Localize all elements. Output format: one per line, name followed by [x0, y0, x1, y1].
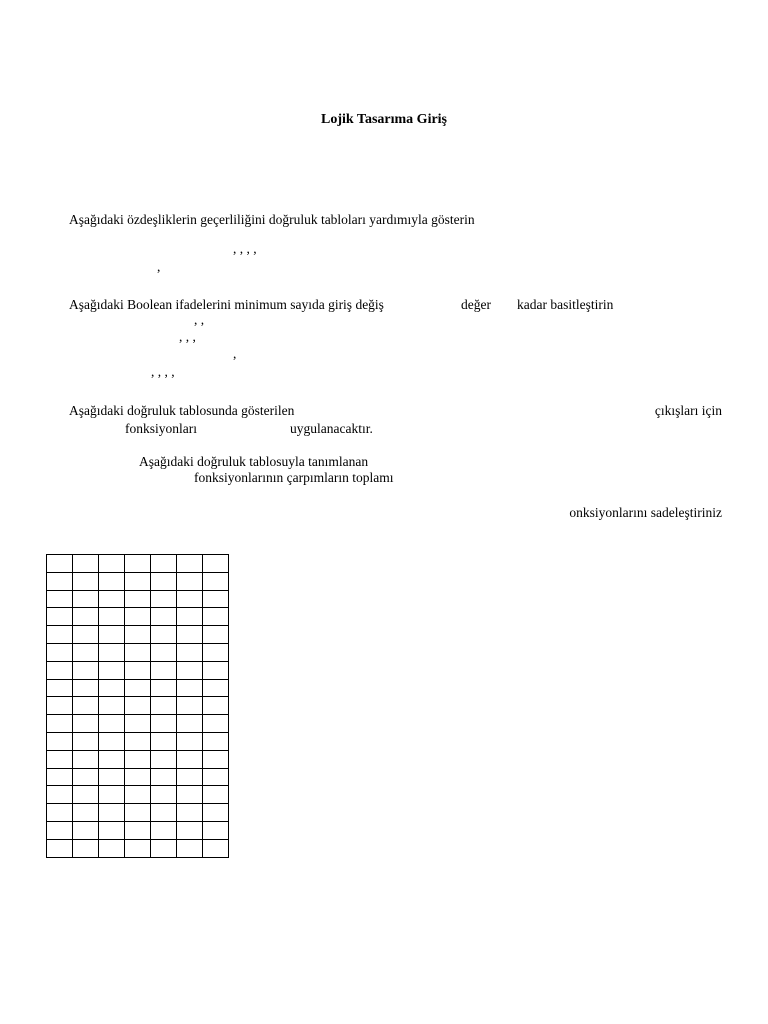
input-cell — [73, 555, 99, 573]
input-cell — [73, 804, 99, 822]
input-cell — [99, 643, 125, 661]
input-cell — [47, 821, 73, 839]
input-cell — [73, 643, 99, 661]
input-cell — [73, 839, 99, 857]
table-row — [47, 750, 229, 768]
input-cell — [99, 661, 125, 679]
table-row — [47, 555, 229, 573]
input-cell — [47, 590, 73, 608]
q3-line2-start: fonksiyonları — [125, 421, 197, 436]
input-cell — [73, 572, 99, 590]
output-cell — [151, 679, 177, 697]
input-cell — [125, 839, 151, 857]
table-row — [47, 786, 229, 804]
output-cell — [203, 572, 229, 590]
output-cell — [203, 608, 229, 626]
table-row — [47, 626, 229, 644]
output-cell — [203, 804, 229, 822]
output-cell — [151, 839, 177, 857]
input-cell — [47, 768, 73, 786]
input-cell — [47, 804, 73, 822]
input-cell — [125, 804, 151, 822]
q1-heading: Aşağıdaki özdeşliklerin geçerliliğini doğruluk tabloları yardımıyla gösterin — [69, 212, 475, 227]
output-cell — [203, 768, 229, 786]
output-cell — [177, 786, 203, 804]
input-cell — [47, 715, 73, 733]
input-cell — [99, 732, 125, 750]
output-cell — [177, 768, 203, 786]
input-cell — [47, 555, 73, 573]
q2-heading: Aşağıdaki Boolean ifadelerini minimum sayıda giriş değiş — [69, 297, 384, 312]
output-cell — [177, 555, 203, 573]
input-cell — [99, 555, 125, 573]
output-cell — [151, 768, 177, 786]
input-cell — [99, 590, 125, 608]
input-cell — [125, 750, 151, 768]
input-cell — [47, 661, 73, 679]
output-cell — [203, 732, 229, 750]
output-cell — [177, 661, 203, 679]
table-row — [47, 590, 229, 608]
output-cell — [177, 715, 203, 733]
output-cell — [203, 679, 229, 697]
output-cell — [151, 661, 177, 679]
input-cell — [73, 661, 99, 679]
output-cell — [177, 608, 203, 626]
table-row — [47, 839, 229, 857]
output-cell — [177, 821, 203, 839]
q2-formula-line1: , , — [194, 312, 205, 327]
q3-sub-a-line1: Aşağıdaki doğruluk tablosuyla tanımlanan — [139, 454, 369, 469]
input-cell — [99, 715, 125, 733]
output-cell — [203, 626, 229, 644]
input-cell — [99, 839, 125, 857]
output-cell — [177, 643, 203, 661]
q2-heading-mid: değer — [461, 297, 491, 312]
q3-sub-a-line2: fonksiyonlarının çarpımların toplamı — [194, 470, 394, 485]
input-cell — [73, 750, 99, 768]
input-cell — [125, 697, 151, 715]
input-cell — [99, 697, 125, 715]
output-cell — [177, 732, 203, 750]
q2-formula-line2: , , , — [179, 329, 196, 344]
input-cell — [73, 768, 99, 786]
output-cell — [151, 572, 177, 590]
q2-formula-line3: , — [233, 346, 237, 361]
table-row — [47, 715, 229, 733]
input-cell — [125, 590, 151, 608]
input-cell — [125, 786, 151, 804]
input-cell — [125, 661, 151, 679]
output-cell — [151, 821, 177, 839]
output-cell — [203, 750, 229, 768]
output-cell — [177, 697, 203, 715]
input-cell — [47, 572, 73, 590]
q3-sub-b: onksiyonlarını sadeleştiriniz — [569, 505, 722, 520]
output-cell — [151, 626, 177, 644]
output-cell — [151, 643, 177, 661]
q2-heading-end: kadar basitleştirin — [517, 297, 614, 312]
input-cell — [73, 697, 99, 715]
input-cell — [47, 643, 73, 661]
table-row — [47, 821, 229, 839]
document-title: Lojik Tasarıma Giriş — [320, 112, 448, 127]
input-cell — [125, 643, 151, 661]
input-cell — [73, 732, 99, 750]
input-cell — [47, 626, 73, 644]
q3-line2-end: uygulanacaktır. — [290, 421, 373, 436]
input-cell — [47, 750, 73, 768]
input-cell — [47, 608, 73, 626]
output-cell — [203, 715, 229, 733]
table-row — [47, 697, 229, 715]
output-cell — [177, 590, 203, 608]
input-cell — [99, 679, 125, 697]
input-cell — [73, 590, 99, 608]
q3-line1-end: çıkışları için — [654, 403, 722, 418]
input-cell — [99, 804, 125, 822]
input-cell — [99, 750, 125, 768]
input-cell — [125, 626, 151, 644]
output-cell — [151, 786, 177, 804]
table-row — [47, 732, 229, 750]
input-cell — [125, 768, 151, 786]
input-cell — [73, 608, 99, 626]
input-cell — [47, 679, 73, 697]
table-row — [47, 804, 229, 822]
input-cell — [47, 786, 73, 804]
table-row — [47, 679, 229, 697]
input-cell — [125, 715, 151, 733]
input-cell — [125, 679, 151, 697]
q2-formula-line4: , , , , — [151, 364, 175, 379]
input-cell — [73, 626, 99, 644]
input-cell — [99, 821, 125, 839]
output-cell — [203, 555, 229, 573]
output-cell — [177, 679, 203, 697]
table-row — [47, 768, 229, 786]
output-cell — [203, 643, 229, 661]
table-row — [47, 661, 229, 679]
input-cell — [125, 572, 151, 590]
input-cell — [73, 715, 99, 733]
input-cell — [99, 768, 125, 786]
output-cell — [177, 839, 203, 857]
input-cell — [73, 821, 99, 839]
input-cell — [125, 555, 151, 573]
output-cell — [203, 821, 229, 839]
output-cell — [151, 555, 177, 573]
output-cell — [203, 590, 229, 608]
input-cell — [73, 786, 99, 804]
input-cell — [125, 821, 151, 839]
truth-table — [46, 554, 229, 858]
output-cell — [151, 804, 177, 822]
input-cell — [47, 839, 73, 857]
table-row — [47, 572, 229, 590]
output-cell — [203, 839, 229, 857]
output-cell — [151, 697, 177, 715]
input-cell — [47, 697, 73, 715]
table-row — [47, 608, 229, 626]
output-cell — [177, 750, 203, 768]
output-cell — [151, 715, 177, 733]
input-cell — [125, 608, 151, 626]
output-cell — [203, 697, 229, 715]
input-cell — [99, 786, 125, 804]
output-cell — [177, 626, 203, 644]
output-cell — [177, 804, 203, 822]
q1-formula-line1: , , , , — [233, 241, 257, 256]
output-cell — [151, 732, 177, 750]
input-cell — [99, 626, 125, 644]
output-cell — [177, 572, 203, 590]
input-cell — [99, 608, 125, 626]
output-cell — [151, 750, 177, 768]
q1-formula-line2: , — [157, 259, 161, 274]
input-cell — [47, 732, 73, 750]
input-cell — [99, 572, 125, 590]
output-cell — [151, 608, 177, 626]
output-cell — [203, 786, 229, 804]
q3-line1-start: Aşağıdaki doğruluk tablosunda gösterilen — [69, 403, 295, 418]
input-cell — [125, 732, 151, 750]
table-row — [47, 643, 229, 661]
output-cell — [151, 590, 177, 608]
output-cell — [203, 661, 229, 679]
input-cell — [73, 679, 99, 697]
